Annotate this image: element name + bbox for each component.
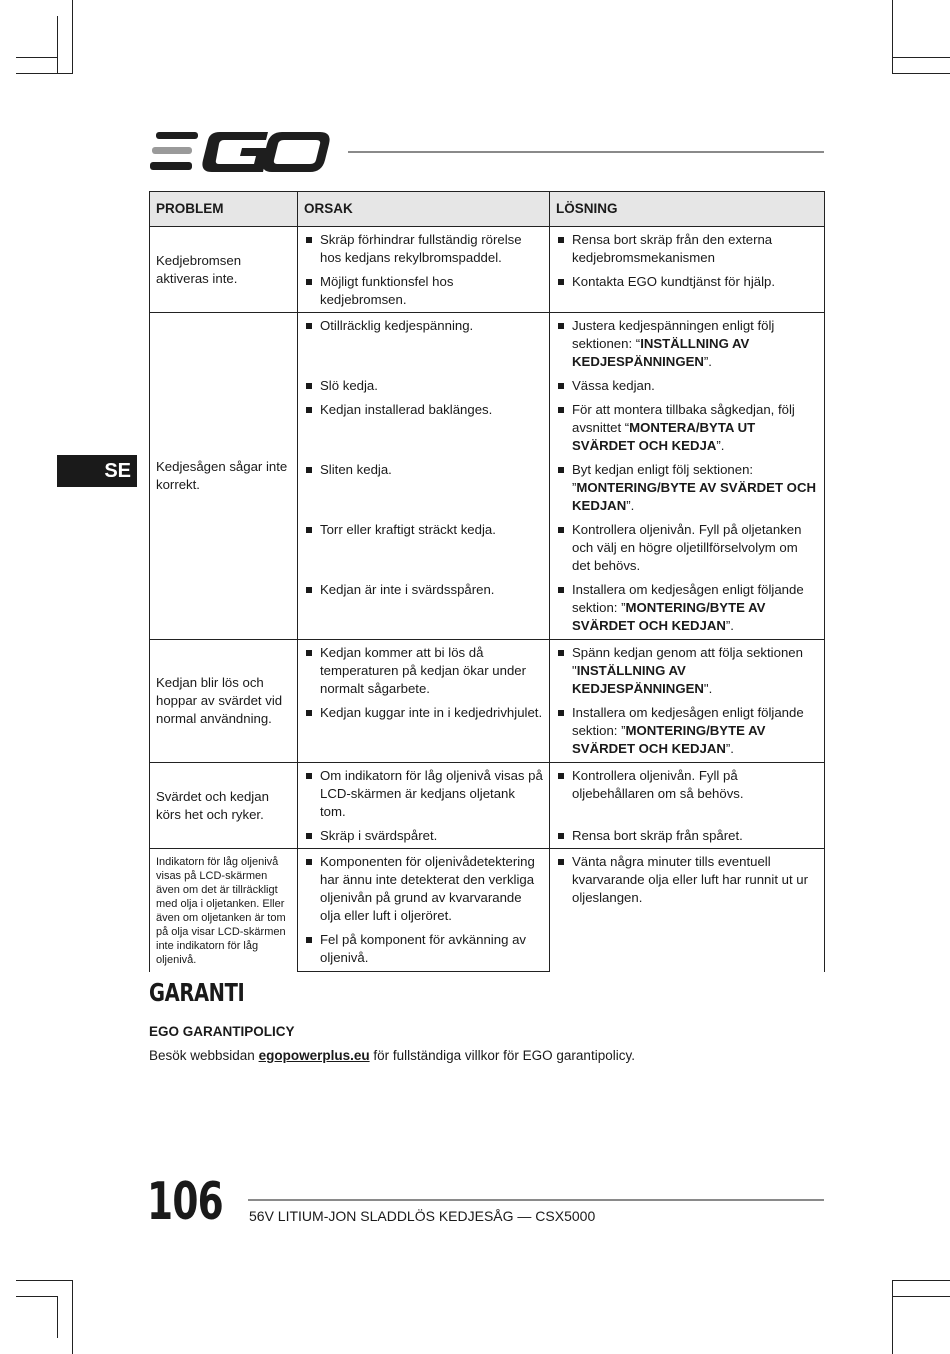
policy-text	[149, 1048, 635, 1063]
cause-cell	[298, 824, 550, 849]
table-row	[150, 763, 825, 825]
policy-text-before: Besök webbsidan	[149, 1048, 259, 1063]
solution-text: Spänn kedjan genom att följa sektionen "INSTÄLLNING AV KEDJESPÄNNINGEN".	[558, 644, 818, 698]
page-number: 106	[147, 1172, 223, 1232]
cause-text: Skräp i svärdspåret.	[306, 827, 543, 845]
table-header-row	[150, 192, 825, 227]
header-solution: LÖSNING	[550, 192, 825, 227]
cause-cell	[298, 640, 550, 702]
crop-mark	[72, 1280, 73, 1354]
cause-text: Otillräcklig kedjespänning.	[306, 317, 543, 335]
solution-cell	[550, 270, 825, 313]
crop-mark	[16, 57, 57, 58]
cause-cell	[298, 701, 550, 763]
cause-text: Torr eller kraftigt sträckt kedja.	[306, 521, 543, 539]
crop-mark	[892, 1296, 950, 1297]
table-row	[150, 849, 825, 929]
cause-text: Skräp förhindrar fullständig rörelse hos kedjans rekylbromspaddel.	[306, 231, 543, 267]
cause-cell	[298, 227, 550, 271]
cause-text: Om indikatorn för låg oljenivå visas på LCD-skärmen är kedjans oljetank tom.	[306, 767, 543, 821]
solution-cell	[550, 398, 825, 458]
crop-mark	[892, 0, 893, 74]
solution-cell	[550, 313, 825, 375]
footer-rule	[248, 1199, 824, 1201]
cause-cell	[298, 928, 550, 972]
header-cause: ORSAK	[298, 192, 550, 227]
table-row	[150, 640, 825, 702]
solution-cell	[550, 701, 825, 763]
header-problem: PROBLEM	[150, 192, 298, 227]
crop-mark	[892, 73, 950, 74]
solution-cell	[550, 578, 825, 640]
crop-mark	[892, 57, 950, 58]
problem-cell: Indikatorn för låg oljenivå visas på LCD-skärmen även om det är tillräckligt med olja i oljetanken. Eller även om oljetanken är tom på olja visar LCD-skärmen inte indikatorn för låg oljenivå.	[150, 849, 298, 972]
cause-text: Kedjan installerad baklänges.	[306, 401, 543, 419]
language-tab: SE	[57, 455, 137, 487]
policy-heading: EGO GARANTIPOLICY	[149, 1024, 295, 1039]
header-rule	[348, 151, 824, 153]
solution-text: Installera om kedjesågen enligt följande sektion: ”MONTERING/BYTE AV SVÄRDET OCH KEDJAN”.	[558, 581, 818, 635]
crop-mark	[892, 1280, 950, 1281]
cause-cell	[298, 398, 550, 458]
cause-cell	[298, 374, 550, 398]
solution-cell	[550, 458, 825, 518]
cause-cell	[298, 518, 550, 578]
cause-text: Kedjan kommer att bi lös då temperaturen på kedjan ökar under normalt sågarbete.	[306, 644, 543, 698]
solution-text: Kontakta EGO kundtjänst för hjälp.	[558, 273, 818, 291]
cause-cell	[298, 458, 550, 518]
cause-cell	[298, 763, 550, 825]
solution-text: Justera kedjespänningen enligt följ sektionen: “INSTÄLLNING AV KEDJESPÄNNINGEN”.	[558, 317, 818, 371]
solution-cell	[550, 227, 825, 271]
crop-mark	[892, 1280, 893, 1354]
crop-mark	[16, 1280, 73, 1281]
solution-text: Kontrollera oljenivån. Fyll på oljetanken och välj en högre oljetillförselvolym om det behövs.	[558, 521, 818, 575]
crop-mark	[72, 0, 73, 74]
cause-cell	[298, 270, 550, 313]
solution-text: För att montera tillbaka sågkedjan, följ avsnittet “MONTERA/BYTA UT SVÄRDET OCH KEDJA”.	[558, 401, 818, 455]
problem-cell: Kedjan blir lös och hoppar av svärdet vid normal användning.	[150, 640, 298, 763]
crop-mark	[16, 1296, 57, 1297]
cause-cell	[298, 578, 550, 640]
solution-cell	[550, 763, 825, 825]
solution-text: Rensa bort skräp från spåret.	[558, 827, 818, 845]
problem-cell: Svärdet och kedjan körs het och ryker.	[150, 763, 298, 849]
crop-mark	[57, 1296, 58, 1338]
solution-text: Vässa kedjan.	[558, 377, 818, 395]
policy-text-after: för fullständiga villkor för EGO garantipolicy.	[369, 1048, 635, 1063]
warranty-link[interactable]: egopowerplus.eu	[258, 1048, 370, 1063]
solution-cell	[550, 824, 825, 849]
solution-text: Rensa bort skräp från den externa kedjebromsmekanismen	[558, 231, 818, 267]
cause-text: Slö kedja.	[306, 377, 543, 395]
cause-cell	[298, 849, 550, 929]
table-row	[150, 313, 825, 375]
crop-mark	[57, 16, 58, 74]
problem-cell: Kedjesågen sågar inte korrekt.	[150, 313, 298, 640]
problem-cell: Kedjebromsen aktiveras inte.	[150, 227, 298, 313]
cause-text: Komponenten för oljenivådetektering har ännu inte detekterat den verkliga oljenivån på grund av kvarvarande olja eller luft i oljeröret.	[306, 853, 543, 925]
solution-text: Byt kedjan enligt följ sektionen: ”MONTERING/BYTE AV SVÄRDET OCH KEDJAN”.	[558, 461, 818, 515]
troubleshooting-table	[149, 191, 825, 972]
footer-product-title: 56V LITIUM-JON SLADDLÖS KEDJESÅG — CSX5000	[249, 1208, 596, 1224]
solution-text: Vänta några minuter tills eventuell kvarvarande olja eller luft har runnit ut ur oljeslangen.	[558, 853, 818, 907]
cause-text: Möjligt funktionsfel hos kedjebromsen.	[306, 273, 543, 309]
solution-cell	[550, 849, 825, 972]
cause-text: Fel på komponent för avkänning av oljenivå.	[306, 931, 543, 967]
solution-cell	[550, 374, 825, 398]
solution-text: Installera om kedjesågen enligt följande sektion: ”MONTERING/BYTE AV SVÄRDET OCH KEDJAN”.	[558, 704, 818, 758]
ego-logo	[150, 130, 332, 172]
cause-text: Sliten kedja.	[306, 461, 543, 479]
cause-text: Kedjan kuggar inte in i kedjedrivhjulet.	[306, 704, 543, 722]
cause-text: Kedjan är inte i svärdsspåren.	[306, 581, 543, 599]
crop-mark	[16, 73, 73, 74]
warranty-title: GARANTI	[149, 978, 245, 1007]
solution-cell	[550, 518, 825, 578]
solution-cell	[550, 640, 825, 702]
cause-cell	[298, 313, 550, 375]
table-row	[150, 227, 825, 271]
solution-text: Kontrollera oljenivån. Fyll på oljebehållaren om så behövs.	[558, 767, 818, 803]
